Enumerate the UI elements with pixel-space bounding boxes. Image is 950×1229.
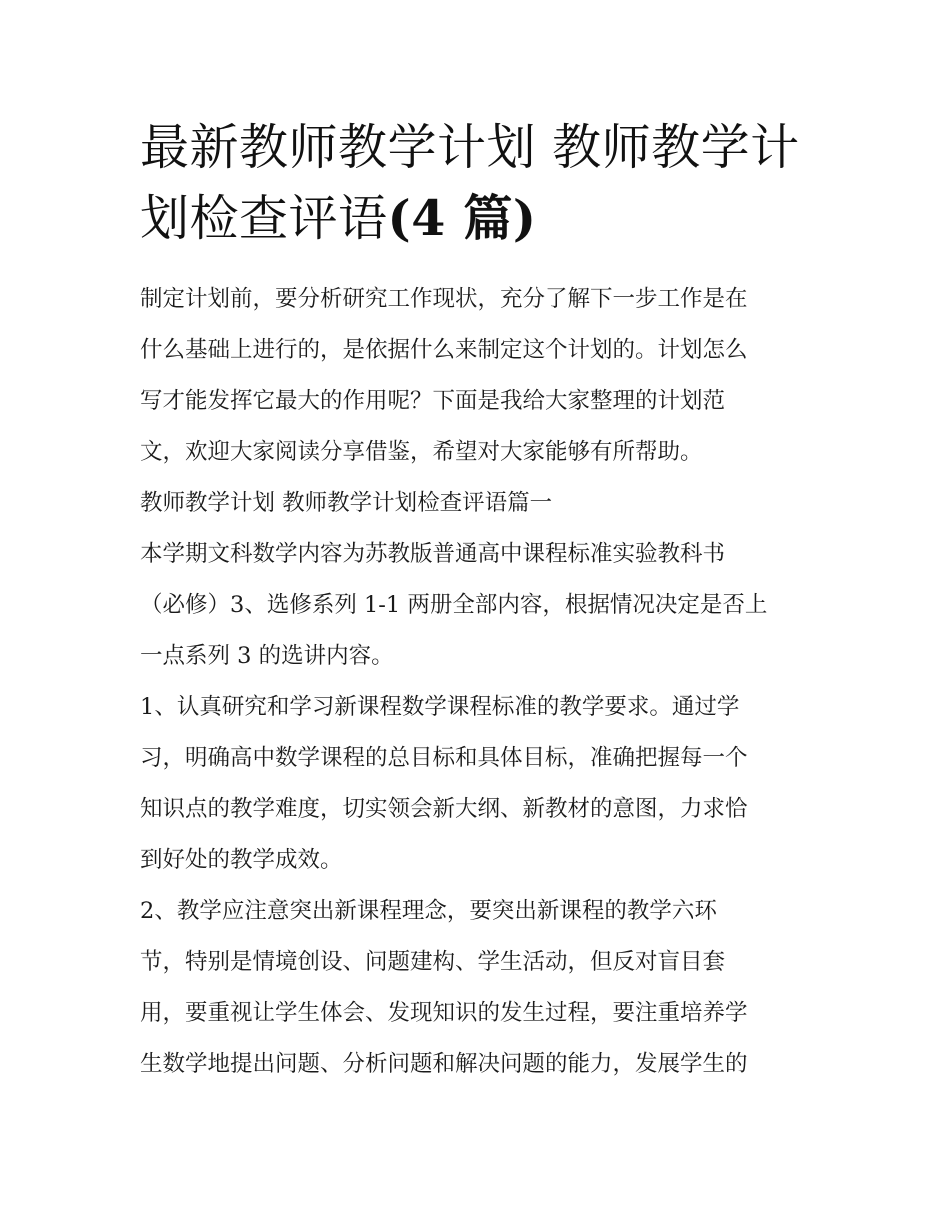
text-line: 知识点的教学难度，切实领会新大纲、新教材的意图，力求恰 [140, 796, 748, 822]
title-line-2-main: 划检查评语 [140, 190, 388, 247]
document-body [140, 274, 812, 1090]
text-line: 节，特别是情境创设、问题建构、学生活动，但反对盲目套 [140, 949, 726, 975]
text-line: 用，要重视让学生体会、发现知识的发生过程，要注重培养学 [140, 1000, 748, 1026]
text-line: 到好处的教学成效。 [140, 847, 343, 873]
document-content [140, 112, 812, 1090]
title-article-count: (4 篇) [387, 189, 537, 247]
text-line: 什么基础上进行的，是依据什么来制定这个计划的。计划怎么 [140, 337, 748, 363]
item-2-paragraph [140, 886, 812, 1090]
item-1-paragraph [140, 682, 812, 886]
text-line: 2、教学应注意突出新课程理念，要突出新课程的教学六环 [140, 898, 717, 924]
text-line: 习，明确高中数学课程的总目标和具体目标，准确把握每一个 [140, 745, 748, 771]
section-heading [140, 478, 812, 529]
section-heading-text: 教师教学计划 教师教学计划检查评语篇一 [140, 490, 553, 516]
document-title [140, 112, 812, 254]
text-line: 制定计划前，要分析研究工作现状，充分了解下一步工作是在 [140, 286, 748, 312]
text-line: 一点系列 3 的选讲内容。 [140, 643, 394, 669]
text-line: 文，欢迎大家阅读分享借鉴，希望对大家能够有所帮助。 [140, 439, 703, 465]
intro-paragraph [140, 274, 812, 478]
text-line: 1、认真研究和学习新课程数学课程标准的教学要求。通过学 [140, 694, 740, 720]
title-line-1: 最新教师教学计划 教师教学计 [140, 119, 800, 176]
title-line-2 [140, 183, 812, 254]
scope-paragraph [140, 529, 812, 682]
text-line: 生数学地提出问题、分析问题和解决问题的能力，发展学生的 [140, 1051, 748, 1077]
text-line: 本学期文科数学内容为苏教版普通高中课程标准实验教科书 [140, 541, 726, 567]
text-line: （必修）3、选修系列 1-1 两册全部内容，根据情况决定是否上 [140, 592, 768, 618]
text-line: 写才能发挥它最大的作用呢？下面是我给大家整理的计划范 [140, 388, 726, 414]
